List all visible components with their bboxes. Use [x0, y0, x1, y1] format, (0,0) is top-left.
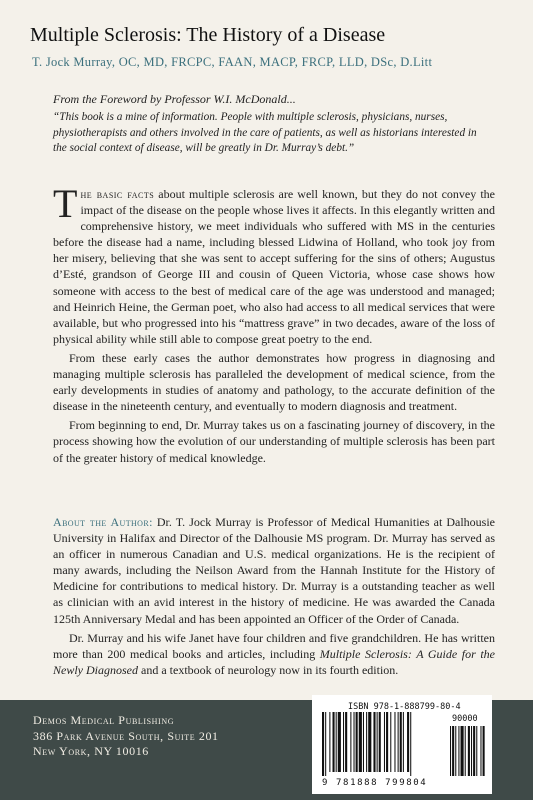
isbn-label: ISBN 978-1-888799-80-4: [348, 702, 461, 712]
about-label: About the Author:: [53, 515, 153, 529]
about-the-author: [53, 514, 495, 678]
about-paragraph-2: [53, 630, 495, 678]
foreword-quote: “This book is a mine of information. People with multiple sclerosis, physicians, nurses, physiotherapists and others involved in the care of patients, as well as historians interested in the social context of disease, will be greatly in Dr. Murray’s debt.”: [53, 111, 477, 155]
description-paragraph-3: From beginning to end, Dr. Murray takes us on a fascinating journey of discovery, in the process showing how the evolution of our understanding of multiple sclerosis has been part of the greater history of medical knowledge.: [53, 418, 495, 465]
ean-digits: 9 781888 799804: [322, 778, 428, 788]
foreword-intro: From the Foreword by Professor W.I. McDonald...: [53, 92, 296, 106]
drop-cap: T: [53, 181, 78, 226]
about-paragraph-1: [53, 514, 495, 627]
paragraph-text: about multiple sclerosis are well known, but they do not convey the impact of the disease on the people whose lives it affects. In this elegantly written and comprehensive history, we meet individuals who suffered with MS in the centuries before the disease had a name, including blessed Lidwina of Holland, who took joy from her misery, believing that she was sent to accept suffering for the sins of others; Augustus d’Esté, grandson of George III and cousin of Queen Victoria, whose case shows how someone with access to the best of medical care of the age was understood and managed; and Heinrich Heine, the German poet, who also had access to all medical services that were available, but who progressed into his “mattress grave” in two decades, aware of the loss of physical ability while still able to compose great poetry to the end.: [53, 187, 495, 346]
book-reference: Multiple Sclerosis: A Guide for the Newly Diagnosed: [53, 646, 495, 677]
description-paragraph-2: From these early cases the author demonstrates how progress in diagnosing and managing multiple sclerosis has paralleled the development of medical science, from the early developments in studies of anatomy and pathology, to the accurate definition of the disease in the nineteenth century, and eventually to modern diagnosis and treatment.: [53, 350, 495, 414]
publisher-street: 386 Park Avenue South, Suite 201: [33, 728, 219, 743]
lead-in: he basic facts: [80, 187, 155, 201]
description-paragraph-1: [53, 181, 495, 347]
about-text-start: Dr. Murray and his wife Janet have four children and five grandchildren. He has written more than 200 medical books and articles, including: [53, 630, 495, 661]
publisher-address: [33, 713, 219, 760]
book-title: Multiple Sclerosis: The History of a Disease: [30, 24, 386, 46]
author-credentials: T. Jock Murray, OC, MD, FRCPC, FAAN, MACP, FRCP, LLD, DSc, D.Litt: [32, 55, 433, 69]
addon-digits: 90000: [452, 714, 478, 724]
about-text: Dr. T. Jock Murray is Professor of Medical Humanities at Dalhousie University in Halifax and Director of the Dalhousie MS program. Dr. Murray has served as an officer in numerous Canadian and U.S. medical organizations. He is the recipient of many awards, including the Neilson Award from the Hannah Institute for the History of Medicine for contributions to medical history. Dr. Murray is a outstanding teacher as well as clinician with an avid interest in the history of medicine. He was awarded the Canada 125th Anniversary Medal and has been appointed an Officer of the Order of Canada.: [53, 515, 495, 626]
publisher-name: Demos Medical Publishing: [33, 713, 175, 727]
about-text-end: and a textbook of neurology now in its fourth edition.: [138, 662, 399, 677]
description: [53, 181, 495, 466]
publisher-city: New York, NY 10016: [33, 744, 149, 758]
